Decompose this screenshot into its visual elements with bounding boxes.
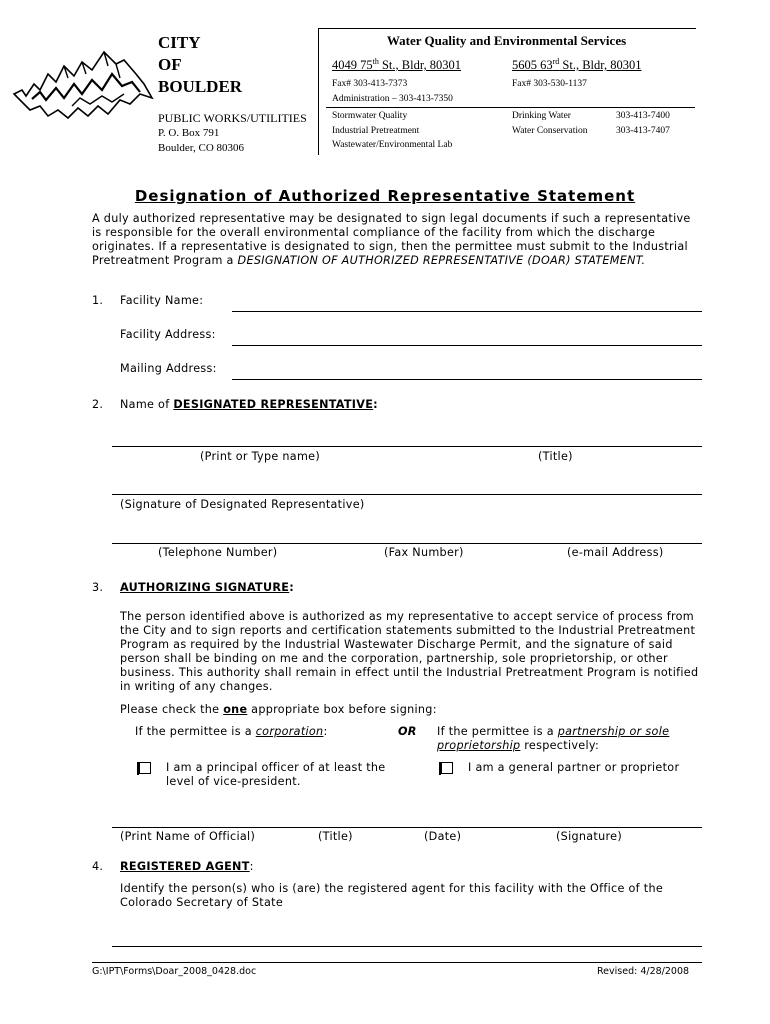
- fax-caption: (Fax Number): [384, 546, 464, 559]
- official-title-caption: (Title): [318, 830, 353, 843]
- city-name-line3: BOULDER: [158, 77, 243, 96]
- or-separator: OR: [398, 725, 417, 738]
- footer-divider: [92, 962, 702, 963]
- designated-rep-label: Name of DESIGNATED REPRESENTATIVE:: [120, 398, 378, 411]
- facility-address-label: Facility Address:: [120, 328, 216, 341]
- fax-1: Fax# 303-413-7373: [332, 79, 408, 89]
- department-name: PUBLIC WORKS/UTILITIES: [158, 111, 307, 125]
- division-name: Water Quality and Environmental Services: [386, 33, 627, 48]
- drinking-water-phone: 303-413-7400: [616, 111, 670, 121]
- signature-caption: (Signature): [556, 830, 622, 843]
- email-caption: (e-mail Address): [567, 546, 664, 559]
- location-1-address: 4049 75th St., Bldr, 80301: [332, 57, 462, 73]
- facility-address-field[interactable]: [232, 345, 702, 346]
- fax-2: Fax# 303-530-1137: [512, 79, 587, 89]
- print-name-caption: (Print or Type name): [200, 450, 320, 463]
- admin-phone: Administration – 303-413-7350: [332, 94, 453, 104]
- registered-agent-field[interactable]: [112, 946, 702, 947]
- rep-contact-field[interactable]: [112, 543, 702, 544]
- authorizing-signature-heading: AUTHORIZING SIGNATURE:: [120, 581, 295, 594]
- partnership-option-text: I am a general partner or proprietor: [468, 761, 680, 774]
- conservation-phone: 303-413-7407: [616, 126, 670, 136]
- city-zip: Boulder, CO 80306: [158, 142, 245, 154]
- rep-signature-field[interactable]: [112, 494, 702, 495]
- corporation-option-text-2: level of vice-president.: [166, 775, 301, 788]
- pretreatment-label: Industrial Pretreatment: [332, 126, 420, 136]
- facility-name-field[interactable]: [232, 311, 702, 312]
- partnership-checkbox[interactable]: [441, 762, 453, 774]
- date-caption: (Date): [424, 830, 462, 843]
- section-4-number: 4.: [92, 860, 104, 873]
- section-2-number: 2.: [92, 398, 104, 411]
- footer-file-path: G:\IPT\Forms\Doar_2008_0428.doc: [92, 966, 257, 977]
- mailing-address-field[interactable]: [232, 379, 702, 380]
- drinking-water-label: Drinking Water: [512, 111, 571, 121]
- partnership-option-label-2: proprietorship respectively:: [437, 739, 600, 752]
- corporation-option-text-1: I am a principal officer of at least the: [166, 761, 386, 774]
- corporation-checkbox[interactable]: [139, 762, 151, 774]
- partnership-option-label: If the permittee is a partnership or sole: [437, 725, 670, 738]
- authorization-paragraph: The person identified above is authorized as my representative to accept service of process from the City and to sign reports and certification statements submitted to the Industrial Pretreatment Program as required by the Industrial Wastewater Discharge Permit, and the signature of said person shall be binding on me and the corporation, partnership, sole proprietorship, or other business. This authority shall remain in effect until the Industrial Pretreatment Program is notified in writing of any changes.: [120, 610, 699, 693]
- registered-agent-paragraph: Identify the person(s) who is (are) the registered agent for this facility with the Office of the Colorado Secretary of State: [120, 882, 664, 909]
- rep-name-field[interactable]: [112, 446, 702, 447]
- location-2-address: 5605 63rd St., Bldr, 80301: [512, 57, 642, 73]
- registered-agent-heading: REGISTERED AGENT:: [120, 860, 254, 873]
- conservation-label: Water Conservation: [512, 126, 588, 136]
- facility-name-label: Facility Name:: [120, 294, 204, 307]
- document-title: Designation of Authorized Representative Statement: [134, 187, 636, 205]
- footer-revised-date: Revised: 4/28/2008: [597, 966, 690, 977]
- po-box: P. O. Box 791: [158, 127, 220, 139]
- telephone-caption: (Telephone Number): [158, 546, 278, 559]
- print-official-caption: (Print Name of Official): [120, 830, 256, 843]
- city-name-line2: OF: [158, 55, 182, 74]
- intro-paragraph: A duly authorized representative may be designated to sign legal documents if such a representative is responsible for the overall environmental compliance of the facility from which the discharge originates. If a representative is designated to sign, then the permittee must submit to the Industrial Pretreatment Program a DESIGNATION OF AUTHORIZED REPRESENTATIVE (DOAR) STATEMENT.: [92, 212, 691, 267]
- city-name-line1: CITY: [158, 33, 201, 52]
- city-logo-icon: [12, 44, 154, 122]
- check-instruction: Please check the one appropriate box before signing:: [120, 703, 437, 716]
- stormwater-label: Stormwater Quality: [332, 111, 408, 121]
- title-caption: (Title): [538, 450, 573, 463]
- section-1-number: 1.: [92, 294, 104, 307]
- corporation-option-label: If the permittee is a corporation:: [135, 725, 328, 738]
- official-signature-field[interactable]: [112, 827, 702, 828]
- section-3-number: 3.: [92, 581, 104, 594]
- mailing-address-label: Mailing Address:: [120, 362, 217, 375]
- rep-signature-caption: (Signature of Designated Representative): [120, 498, 365, 511]
- lab-label: Wastewater/Environmental Lab: [332, 140, 453, 150]
- header-divider: [326, 107, 695, 108]
